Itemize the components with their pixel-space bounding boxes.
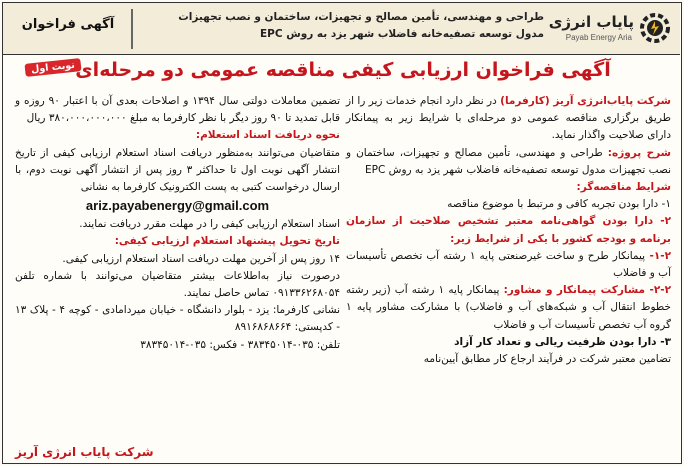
receive-label: نحوه دریافت اسناد استعلام: [195,129,340,142]
condition-2-1 [346,248,671,282]
employer-phone: تلفن: ۰۳۵-۳۸۳۴۵۰۱۴ - فکس: ۰۳۵-۳۸۳۴۵۰۱۴ [140,338,340,351]
condition-1: ۱- دارا بودن تجربه کافی و مرتبط با موضوع مناقصه [447,198,671,211]
intro-company: شرکت پایاب‌انرژی آریز (کارفرما) [500,95,671,107]
condition-2-2-text: پیمانکار پایه ۱ رشته آب (زیر رشته خطوط انتقال آب و شبکه‌های آب و فاضلاب) با مشارکت مشاور پایه ۱ گروه آب تخصص تأسیسات آب و فاضلاب [346,284,671,331]
deliver-label: تاریخ تحویل پیشنهاد استعلام ارزیابی کیفی: [114,235,340,248]
project-text: طراحی و مهندسی، تأمین مصالح و تجهیزات، ساختمان و نصب تجهیزات مدول توسعه تصفیه‌خانه فاضلاب شهر یزد به روش EPC [346,146,671,176]
header-divider [131,9,133,49]
condition-2-1-label: ۱-۲- [645,249,672,262]
deliver-text: ۱۴ روز پس از آخرین مهلت دریافت اسناد استعلام ارزیابی کیفی. [62,252,340,265]
advertisement-frame [2,2,682,464]
condition-2: ۲- دارا بودن گواهی‌نامه معتبر تشخیص صلاحیت از سازمان برنامه و بودجه کشور با یکی از شرایط زیر: [346,215,671,245]
project-paragraph [346,145,671,179]
right-column [346,93,671,368]
page-title: آگهی فراخوان ارزیابی کیفی مناقصه عمومی دو مرحله‌ای [75,59,611,81]
gear-logo-icon [638,11,672,45]
condition-2-2-label: ۲-۲- مشارکت پیمانکار و مشاور: [503,284,672,297]
header-label: آگهی فراخوان [21,17,115,32]
receive-text: متقاضیان می‌توانند به‌منظور دریافت اسناد استعلام ارزیابی کیفی از تاریخ انتشار آگهی نوبت اول تا حداکثر ۳ روز پس از انتشار آگهی نوبت دوم، با ارسال درخواست کتبی به پست الکترونیک کارفرما به نشانی [15,146,340,194]
guarantee-continuation: تضمین معاملات دولتی سال ۱۳۹۴ و اصلاحات بعدی آن با اعتبار ۹۰ روزه و قابل تمدید تا ۹۰ روز دیگر با نظر کارفرما به مبلغ ۳۸۰،۰۰۰،۰۰۰،۰۰۰ ریال [15,95,340,125]
left-column [15,93,340,354]
info-text: درصورت نیاز به‌اطلاعات بیشتر متقاضیان می‌توانند با شماره تلفن ۰۹۱۳۳۶۲۶۸۰۵۴ تماس حاصل نمایند. [15,269,340,300]
company-logo [548,9,672,49]
condition-2-1-text: پیمانکار طرح و ساخت غیرصنعتی پایه ۱ رشته آب تخصص تأسیسات آب و فاضلاب [346,249,671,280]
conditions-label: شرایط مناقصه‌گر: [576,181,671,194]
receive-after: اسناد استعلام ارزیابی کیفی را در مهلت مقرر دریافت نمایند. [79,218,340,231]
header-line-2: مدول توسعه تصفیه‌خانه فاضلاب شهر یزد به روش EPC [259,28,544,40]
intro-text: در نظر دارد انجام خدمات زیر را از طریق برگزاری مناقصه عمومی دو مرحله‌ای با شرایط زیر به پیمانکار دارای صلاحیت واگذار نماید. [346,95,671,142]
condition-3: ۳- دارا بودن ظرفیت ریالی و تعداد کار آزاد [454,335,671,348]
project-label: شرح پروژه: [607,146,671,159]
header-description [144,9,544,43]
company-signature: شرکت پایاب انرژی آریز [15,445,154,459]
brand-name-en: Payab Energy Aria [565,33,632,42]
brand-name: پایاب انرژی [548,13,634,31]
edition-badge: نوبت اول [24,58,81,77]
header-bar [3,3,680,55]
condition-2-2 [346,282,671,334]
employer-address: نشانی کارفرما: یزد - بلوار دانشگاه - خیابان میردامادی - کوچه ۴ - پلاک ۱۳ - کدپستی: ۸۹۱۶۸۶۸۶۶۴ [15,304,340,334]
email-link[interactable]: ariz.payabenergy@gmail.com [85,198,270,214]
header-line-1: طراحی و مهندسی، تأمین مصالح و تجهیزات، ساختمان و نصب تجهیزات [178,11,544,23]
guarantee-text: تضامین معتبر شرکت در فرآیند ارجاع کار مطابق آیین‌نامه [423,353,671,366]
intro-paragraph [346,93,671,145]
